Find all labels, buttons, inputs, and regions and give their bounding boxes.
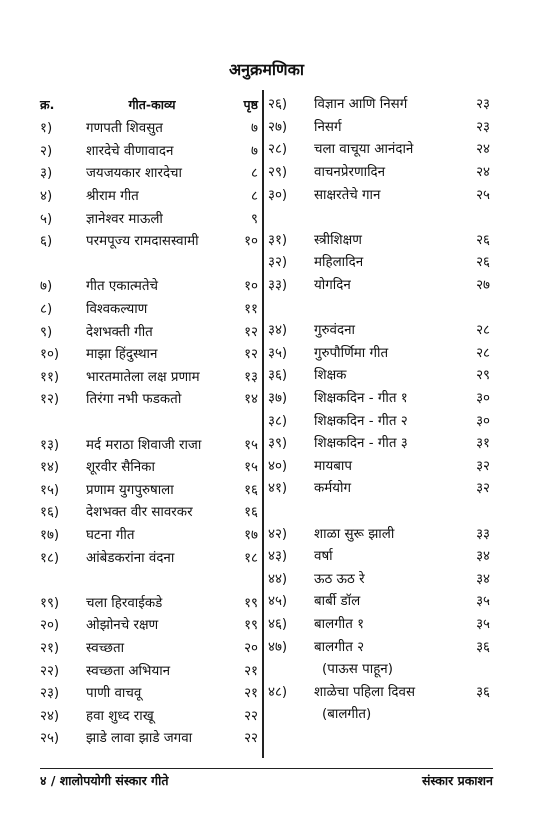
entry-number: ३९) (268, 436, 288, 452)
entry-page: १० (244, 234, 258, 250)
entry-page: ३५ (476, 594, 490, 610)
entry-page: १३ (244, 369, 258, 385)
group-spacer (40, 410, 258, 433)
entry-title: बालगीत २ (314, 639, 365, 655)
toc-entry (268, 115, 490, 138)
toc-entry (268, 408, 490, 431)
toc-entry (268, 250, 490, 273)
header-number: क्र. (40, 96, 55, 112)
entry-number: ४०) (268, 458, 288, 474)
toc-entry (40, 161, 258, 184)
entry-title: झाडे लावा झाडे जगवा (86, 731, 193, 747)
entry-title: शारदेचे वीणावादन (86, 143, 174, 159)
entry-title: शिक्षकदिन - गीत १ (314, 391, 408, 407)
entry-title: तिरंगा नभी फडकतो (86, 392, 182, 408)
entry-title: ज्ञानेश्वर माऊली (86, 211, 163, 227)
entry-number: १) (40, 121, 53, 137)
entry-title: शाळेचा पहिला दिवस (314, 684, 416, 700)
toc-entry (268, 160, 490, 183)
entry-page: ८ (251, 166, 258, 182)
entry-page: २६ (476, 255, 490, 271)
entry-number: १८) (40, 550, 60, 566)
toc-entry (268, 634, 490, 657)
entry-number: २२) (40, 663, 60, 679)
entry-number: ३२) (268, 255, 288, 271)
toc-entry (40, 478, 258, 501)
entry-page: १४ (244, 392, 258, 408)
entry-page: ८ (251, 189, 258, 205)
entry-title: भारतमातेला लक्ष प्रणाम (86, 369, 200, 385)
group-spacer (40, 252, 258, 275)
entry-page: २९ (476, 368, 490, 384)
toc-entry (268, 521, 490, 544)
toc-entry (40, 726, 258, 749)
entry-number: ४४) (268, 571, 288, 587)
group-spacer (268, 499, 490, 522)
entry-number: १५) (40, 482, 60, 498)
entry-number: ४८) (268, 684, 288, 700)
entry-page: ३५ (476, 616, 490, 632)
entry-number: १०) (40, 347, 60, 363)
toc-entry (268, 182, 490, 205)
entry-title: विज्ञान आणि निसर्ग (314, 97, 408, 113)
entry-page: ३२ (476, 481, 490, 497)
page-footer (40, 772, 493, 789)
entry-number: ४७) (268, 639, 288, 655)
entry-page: ३६ (476, 684, 490, 700)
entry-title: जयजयकार शारदेचा (86, 166, 183, 182)
entry-number: ४६) (268, 616, 288, 632)
entry-number: २१) (40, 640, 60, 656)
entry-title: पाणी वाचवू (86, 686, 142, 702)
entry-number: ३) (40, 166, 53, 182)
toc-entry (40, 455, 258, 478)
toc-left-list (40, 116, 258, 749)
header-title: गीत-काव्य (128, 96, 176, 112)
entry-page: १२ (244, 324, 258, 340)
toc-entry (268, 589, 490, 612)
entry-page: ३३ (476, 526, 490, 542)
toc-entry (40, 658, 258, 681)
footer-rule (40, 768, 493, 769)
entry-title: योगदिन (314, 278, 351, 294)
entry-title: महिलादिन (314, 255, 364, 271)
toc-entry (40, 229, 258, 252)
entry-page: २३ (476, 97, 490, 113)
entry-page: १६ (244, 505, 258, 521)
entry-title: कर्मयोग (314, 481, 352, 497)
entry-page: १० (244, 279, 258, 295)
toc-entry (268, 612, 490, 635)
entry-title: गुरुवंदना (314, 323, 356, 339)
entry-title: मर्द मराठा शिवाजी राजा (86, 437, 202, 453)
toc-entry (40, 387, 258, 410)
entry-page: ७ (251, 143, 258, 159)
entry-title: शिक्षक (314, 368, 347, 384)
toc-entry (268, 228, 490, 251)
entry-number: ३०) (268, 187, 288, 203)
entry-page: १९ (244, 595, 258, 611)
entry-number: १२) (40, 392, 60, 408)
entry-page: १७ (244, 527, 258, 543)
toc-entry (268, 679, 490, 702)
entry-subtitle: (पाऊस पाहून) (322, 662, 393, 678)
toc-right-column (268, 92, 490, 725)
entry-title: निसर्ग (314, 119, 342, 135)
entry-title: गणपती शिवसुत (86, 121, 163, 137)
entry-number: ३१) (268, 232, 288, 248)
toc-entry (268, 363, 490, 386)
entry-number: ३५) (268, 345, 288, 361)
toc-entry (40, 545, 258, 568)
entry-number: २८) (268, 142, 288, 158)
entry-number: २०) (40, 618, 60, 634)
entry-page: १२ (244, 347, 258, 363)
entry-title: मायबाप (314, 458, 352, 474)
entry-page: २८ (476, 345, 490, 361)
entry-title: स्त्रीशिक्षण (314, 232, 362, 248)
entry-number: १६) (40, 505, 60, 521)
entry-title: शिक्षकदिन - गीत २ (314, 413, 408, 429)
entry-number: ९) (40, 324, 53, 340)
toc-entry (40, 590, 258, 613)
entry-page: ११ (244, 302, 258, 318)
entry-title: वर्षा (314, 549, 333, 565)
entry-page: २२ (244, 708, 258, 724)
entry-page: २५ (476, 187, 490, 203)
toc-entry (40, 274, 258, 297)
toc-right-list (268, 92, 490, 725)
entry-title: बालगीत १ (314, 616, 365, 632)
entry-page: ३२ (476, 458, 490, 474)
entry-number: २७) (268, 119, 288, 135)
footer-book-title: ४ / शालोपयोगी संस्कार गीते (40, 773, 169, 788)
toc-entry (40, 116, 258, 139)
entry-page: २१ (244, 686, 258, 702)
toc-entry (40, 681, 258, 704)
entry-page: १६ (244, 482, 258, 498)
entry-number: ३७) (268, 391, 288, 407)
entry-subtitle: (बालगीत) (322, 707, 372, 723)
entry-page: २४ (476, 165, 490, 181)
entry-page: २७ (476, 278, 490, 294)
toc-entry (40, 613, 258, 636)
entry-title: बार्बी डॉल (314, 594, 361, 610)
toc-entry (40, 139, 258, 162)
entry-number: २३) (40, 686, 60, 702)
toc-entry (40, 319, 258, 342)
entry-number: २) (40, 143, 53, 159)
toc-entry (268, 92, 490, 115)
entry-page: १५ (244, 437, 258, 453)
entry-title: शाळा सुरू झाली (314, 526, 395, 542)
entry-number: १४) (40, 460, 60, 476)
entry-number: १७) (40, 527, 60, 543)
header-page: पृष्ठ (243, 96, 258, 112)
entry-title: गीत एकात्मतेचे (86, 279, 158, 295)
entry-page: ३० (476, 413, 490, 429)
entry-number: ३६) (268, 368, 288, 384)
entry-page: ३० (476, 391, 490, 407)
entry-title: प्रणाम युगपुरुषाला (86, 482, 174, 498)
entry-page: ३६ (476, 639, 490, 655)
entry-number: ५) (40, 211, 53, 227)
entry-page: २० (244, 640, 258, 656)
entry-title: घटना गीत (86, 527, 135, 543)
toc-left-column (40, 92, 258, 749)
entry-number: ६) (40, 234, 53, 250)
entry-title: ऊठ ऊठ रे (314, 571, 365, 587)
entry-title: श्रीराम गीत (86, 189, 139, 205)
entry-number: ४१) (268, 481, 288, 497)
entry-page: १५ (244, 460, 258, 476)
entry-title: देशभक्ती गीत (86, 324, 153, 340)
footer-publisher: संस्कार प्रकाशन (421, 773, 493, 788)
toc-entry (268, 566, 490, 589)
toc-entry (40, 297, 258, 320)
entry-title: स्वच्छता (86, 640, 125, 656)
entry-title: साक्षरतेचे गान (314, 187, 381, 203)
toc-entry (268, 476, 490, 499)
entry-page: ३१ (476, 436, 490, 452)
toc-entry (268, 318, 490, 341)
entry-page: २३ (476, 119, 490, 135)
toc-entry (40, 523, 258, 546)
page-title: अनुक्रमणिका (228, 60, 305, 79)
entry-page: ९ (251, 211, 258, 227)
entry-title: देशभक्त वीर सावरकर (86, 505, 193, 521)
entry-number: ४२) (268, 526, 288, 542)
toc-entry (40, 432, 258, 455)
entry-title: हवा शुध्द राखू (86, 708, 154, 724)
entry-title: शिक्षकदिन - गीत ३ (314, 436, 408, 452)
entry-page: ७ (251, 121, 258, 137)
entry-title: परमपूज्य रामदासस्वामी (86, 234, 199, 250)
entry-page: ३४ (476, 549, 490, 565)
group-spacer (268, 205, 490, 228)
entry-number: ११) (40, 369, 60, 385)
entry-page: २६ (476, 232, 490, 248)
entry-number: २४) (40, 708, 60, 724)
toc-entry (268, 544, 490, 567)
entry-title: स्वच्छता अभियान (86, 663, 171, 679)
entry-title: वाचनप्रेरणादिन (314, 165, 386, 181)
entry-page: २२ (244, 731, 258, 747)
toc-entry (40, 500, 258, 523)
toc-entry (40, 703, 258, 726)
entry-number: ४३) (268, 549, 288, 565)
toc-entry (268, 137, 490, 160)
entry-title: गुरुपौर्णिमा गीत (314, 345, 389, 361)
group-spacer (40, 568, 258, 591)
entry-page: २४ (476, 142, 490, 158)
entry-title: चला हिरवाईकडे (86, 595, 163, 611)
entry-title: चला वाचूया आनंदाने (314, 142, 414, 158)
entry-number: ४५) (268, 594, 288, 610)
toc-entry (40, 365, 258, 388)
toc-entry (40, 206, 258, 229)
entry-page: २१ (244, 663, 258, 679)
entry-page: १९ (244, 618, 258, 634)
entry-number: २९) (268, 165, 288, 181)
toc-entry (40, 342, 258, 365)
entry-number: ३८) (268, 413, 288, 429)
entry-number: ३३) (268, 278, 288, 294)
group-spacer (268, 295, 490, 318)
entry-number: ७) (40, 279, 53, 295)
toc-entry (268, 341, 490, 364)
toc-entry (268, 431, 490, 454)
entry-page: २८ (476, 323, 490, 339)
toc-entry (40, 184, 258, 207)
entry-page: १८ (244, 550, 258, 566)
entry-title: आंबेडकरांना वंदना (86, 550, 175, 566)
entry-number: २५) (40, 731, 60, 747)
entry-number: ४) (40, 189, 53, 205)
entry-page: ३४ (476, 571, 490, 587)
toc-entry (268, 386, 490, 409)
entry-title: ओझोनचे रक्षण (86, 618, 159, 634)
toc-header (40, 92, 258, 116)
toc-entry (268, 273, 490, 296)
entry-title: माझा हिंदुस्थान (86, 347, 158, 363)
entry-number: १९) (40, 595, 60, 611)
entry-title: शूरवीर सैनिका (86, 460, 155, 476)
column-divider (262, 90, 264, 758)
entry-number: ३४) (268, 323, 288, 339)
entry-number: ८) (40, 302, 53, 318)
entry-number: २६) (268, 97, 288, 113)
toc-entry (268, 454, 490, 477)
entry-number: १३) (40, 437, 60, 453)
toc-entry (40, 636, 258, 659)
entry-title: विश्वकल्याण (86, 302, 148, 318)
